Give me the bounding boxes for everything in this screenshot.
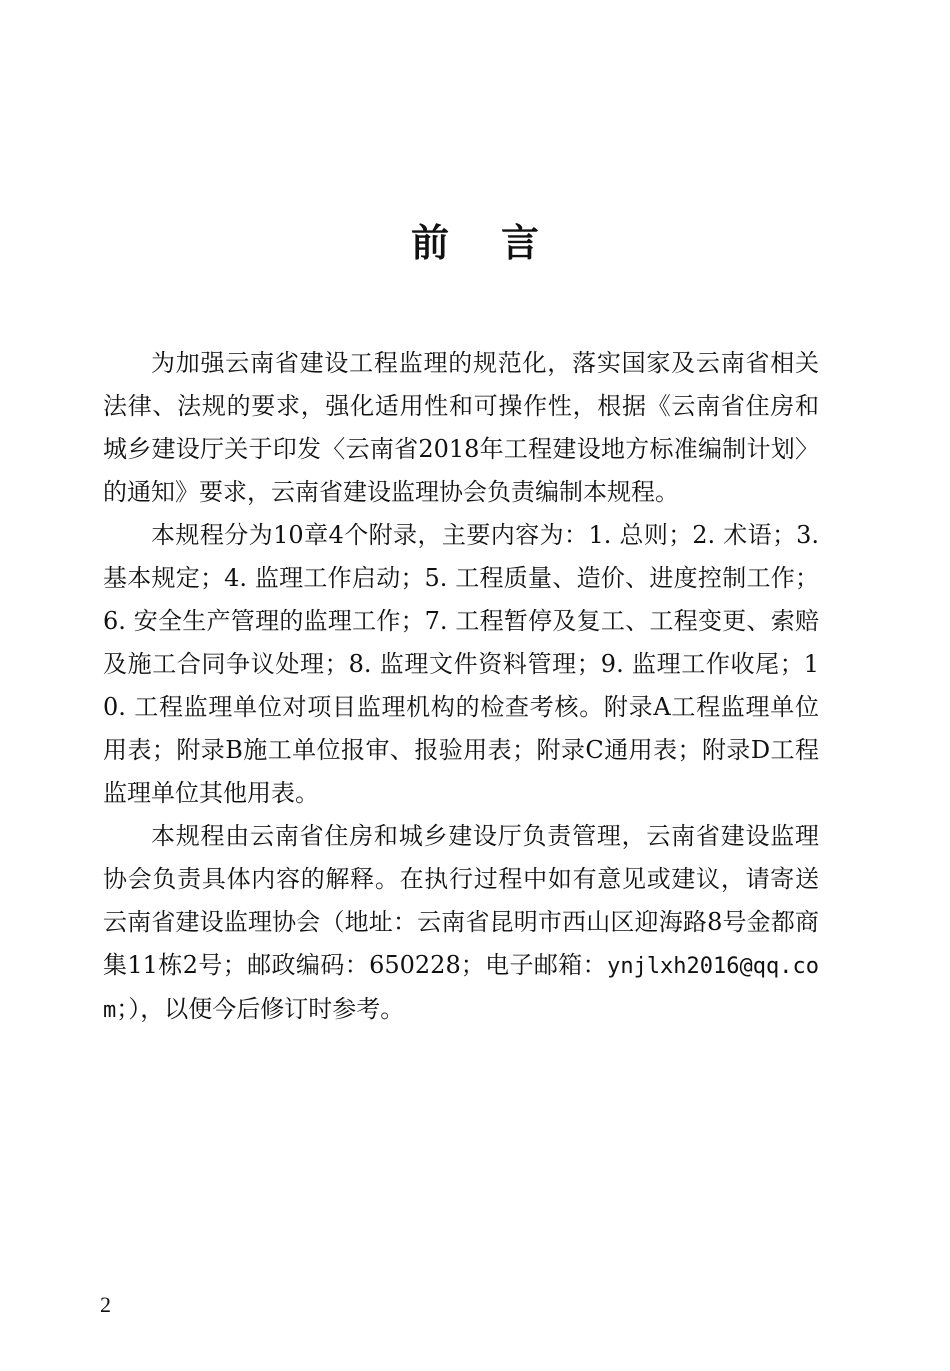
page-number: 2 xyxy=(100,1292,111,1317)
page-title: 前言 xyxy=(410,220,591,265)
paragraph-management-text: 本规程由云南省住房和城乡建设厅负责管理，云南省建设监理协会负责具体内容的解释。在执行过程中如有意见或建议，请寄送云南省建设监理协会（地址：云南省昆明市西山区迎海路8号金都商集11栋2号；邮政编码：650228；电子邮箱： xyxy=(103,822,819,979)
preface-body xyxy=(103,342,819,1032)
paragraph-purpose: 为加强云南省建设工程监理的规范化，落实国家及云南省相关法律、法规的要求，强化适用性和可操作性，根据《云南省住房和城乡建设厅关于印发〈云南省2018年工程建设地方标准编制计划〉的通知》要求，云南省建设监理协会负责编制本规程。 xyxy=(103,349,819,506)
contact-email: ynjlxh2016@qq.com xyxy=(103,954,819,1023)
paragraph-closing-text: ；），以便今后修订时参考。 xyxy=(116,995,405,1023)
paragraph-contents: 本规程分为10章4个附录，主要内容为：1. 总则；2. 术语；3. 基本规定；4. 监理工作启动；5. 工程质量、造价、进度控制工作；6. 安全生产管理的监理工作；7. 工程暂停及复工、工程变更、索赔及施工合同争议处理；8. 监理文件资料管理；9. 监理工作收尾；10. 工程监理单位对项目监理机构的检查考核。附录A工程监理单位用表；附录B施工单位报审、报验用表；附录C通用表；附录D工程监理单位其他用表。 xyxy=(103,521,819,807)
paragraph-management xyxy=(103,815,819,1032)
